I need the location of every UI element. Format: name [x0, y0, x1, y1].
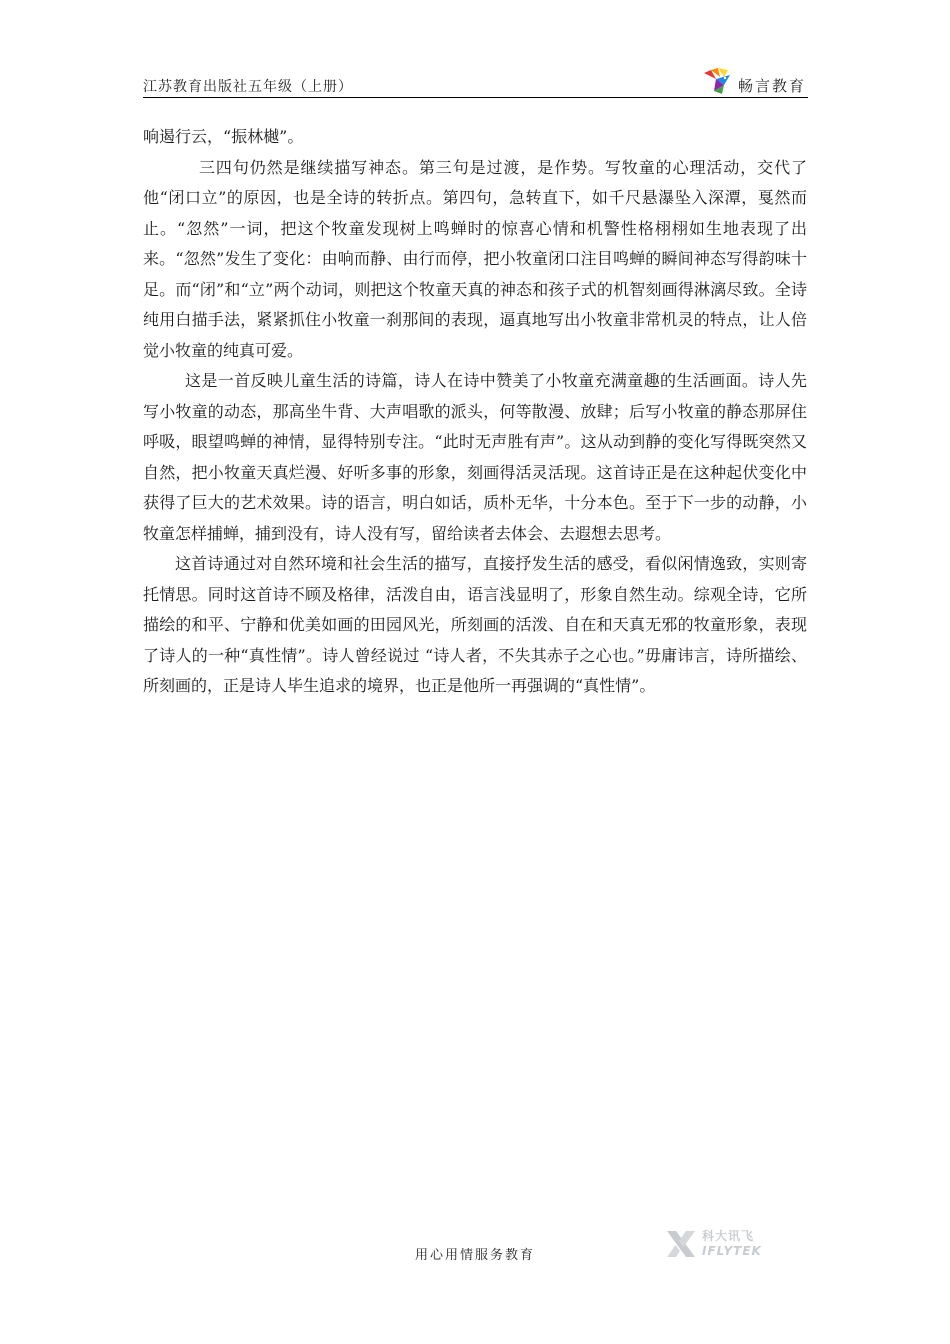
brand-name: 畅言教育 [737, 76, 806, 95]
iflytek-x-logo-icon [664, 1227, 698, 1261]
page-header [143, 62, 808, 100]
article-body [143, 122, 807, 702]
footer-logo-text [702, 1229, 762, 1259]
footer-logo-cn: 科大讯飞 [702, 1229, 755, 1243]
paragraph-1: 响遏行云，“振林樾”。 [143, 127, 304, 146]
paragraph-2: 三四句仍然是继续描写神态。第三句是过渡，是作势。写牧童的心理活动，交代了他“闭口立”的原因，也是全诗的转折点。第四句，急转直下，如千尺悬瀑坠入深潭，戛然而止。“忽然”一词，把这个牧童发现树上鸣蝉时的惊喜心情和机警性格栩栩如生地表现了出来。“忽然”发生了变化：由响而静、由行而停，把小牧童闭口注目鸣蝉的瞬间神态写得韵味十足。而“闭”和“立”两个动词，则把这个牧童天真的神态和孩子式的机智刻画得淋漓尽致。全诗纯用白描手法，紧紧抓住小牧童一刹那间的表现，逼真地写出小牧童非常机灵的特点，让人倍觉小牧童的纯真可爱。 [143, 157, 807, 360]
brand-block [702, 66, 806, 96]
footer-logo [664, 1226, 762, 1262]
header-divider [143, 97, 808, 98]
colorful-bird-logo-icon [702, 67, 732, 95]
paragraph-3: 这是一首反映儿童生活的诗篇，诗人在诗中赞美了小牧童充满童趣的生活画面。诗人先写小牧童的动态，那高坐牛背、大声唱歌的派头，何等散漫、放肆；后写小牧童的静态那屏住呼吸，眼望鸣蝉的神情，显得特别专注。“此时无声胜有声”。这从动到静的变化写得既突然又自然，把小牧童天真烂漫、好听多事的形象，刻画得活灵活现。这首诗正是在这种起伏变化中获得了巨大的艺术效果。诗的语言，明白如话，质朴无华，十分本色。至于下一步的动静，小牧童怎样捕蝉，捕到没有，诗人没有写，留给读者去体会、去遐想去思考。 [143, 371, 807, 543]
footer-logo-en: IFLYTEK [702, 1244, 762, 1258]
footer-slogan: 用心用情服务教育 [414, 1248, 535, 1263]
paragraph-4: 这首诗通过对自然环境和社会生活的描写，直接抒发生活的感受，看似闲情逸致，实则寄托情思。同时这首诗不顾及格律，活泼自由，语言浅显明了，形象自然生动。综观全诗，它所描绘的和平、宁静和优美如画的田园风光，所刻画的活泼、自在和天真无邪的牧童形象，表现了诗人的一种“真性情”。诗人曾经说过 “诗人者，不失其赤子之心也。”毋庸讳言，诗所描绘、所刻画的，正是诗人毕生追求的境界，也正是他所一再强调的“真性情”。 [143, 554, 807, 695]
publisher-grade-label: 江苏教育出版社五年级（上册） [143, 79, 353, 95]
